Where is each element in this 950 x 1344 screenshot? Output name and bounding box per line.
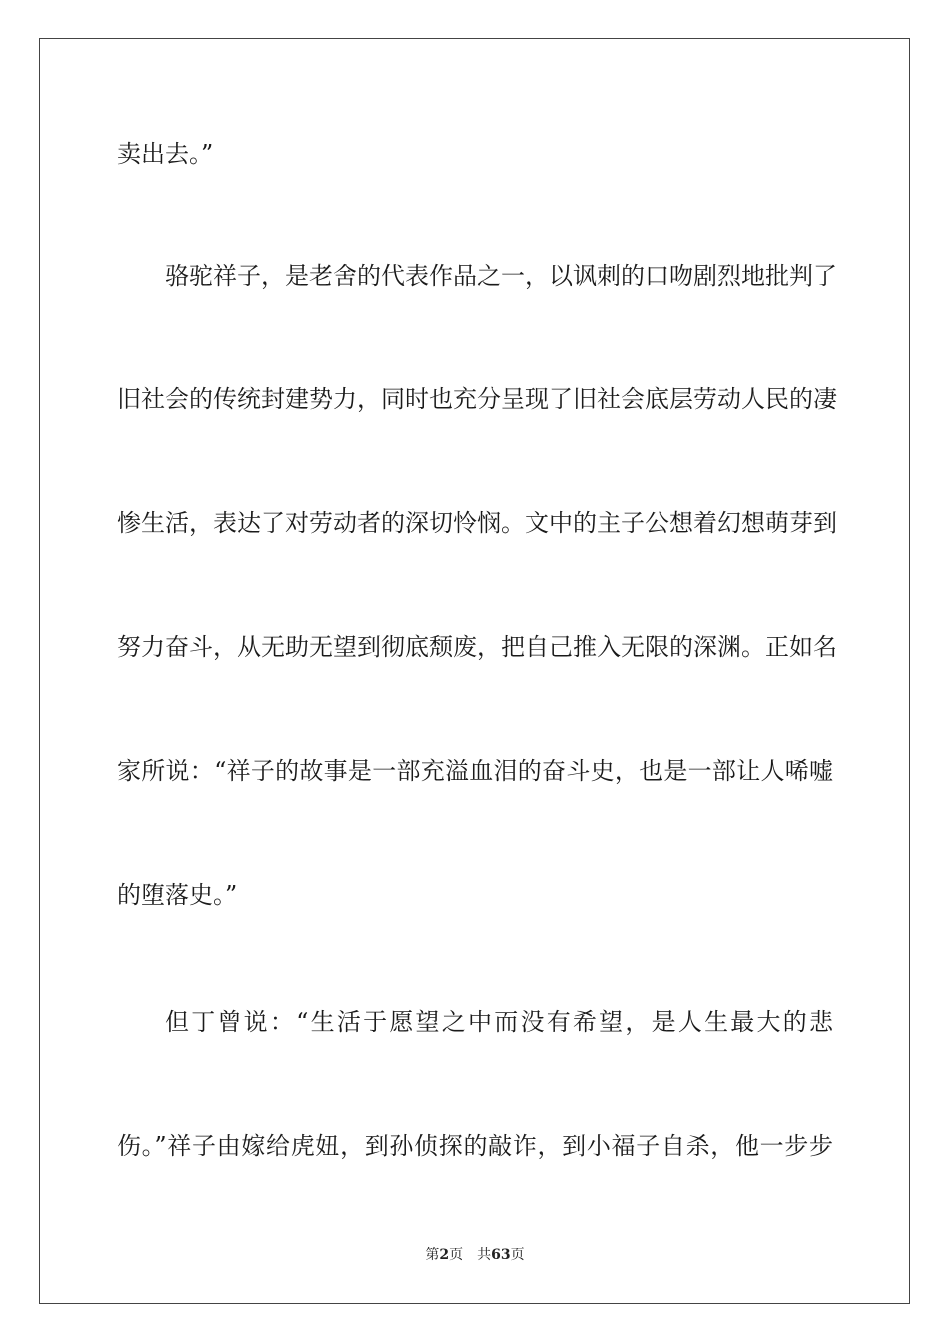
text-line-4: 惨生活，表达了对劳动者的深切怜悯。文中的主子公想着幻想萌芽到 — [117, 509, 837, 537]
text-line-8: 但丁曾说：“生活于愿望之中而没有希望，是人生最大的悲 — [165, 1008, 833, 1036]
text-line-5: 努力奋斗，从无助无望到彻底颓废，把自己推入无限的深渊。正如名 — [117, 633, 837, 661]
text-line-6: 家所说：“祥子的故事是一部充溢血泪的奋斗史，也是一部让人唏嘘 — [117, 757, 833, 785]
text-line-2: 骆驼祥子，是老舍的代表作品之一，以讽刺的口吻剧烈地批判了 — [165, 262, 837, 290]
text-line-9: 伤。”祥子由嫁给虎妞，到孙侦探的敲诈，到小福子自杀，他一步步 — [117, 1132, 833, 1160]
total-suffix: 页 — [510, 1247, 525, 1263]
total-pages: 63 — [491, 1247, 511, 1263]
total-prefix: 共 — [477, 1247, 492, 1263]
text-line-1: 卖出去。” — [117, 140, 214, 168]
page-suffix: 页 — [449, 1247, 464, 1263]
text-line-3: 旧社会的传统封建势力，同时也充分呈现了旧社会底层劳动人民的凄 — [117, 385, 837, 413]
page-border — [39, 38, 910, 1304]
page-prefix: 第 — [425, 1247, 440, 1263]
text-line-7: 的堕落史。” — [117, 881, 238, 909]
page-number: 2 — [439, 1247, 450, 1263]
page-footer — [0, 1246, 950, 1264]
